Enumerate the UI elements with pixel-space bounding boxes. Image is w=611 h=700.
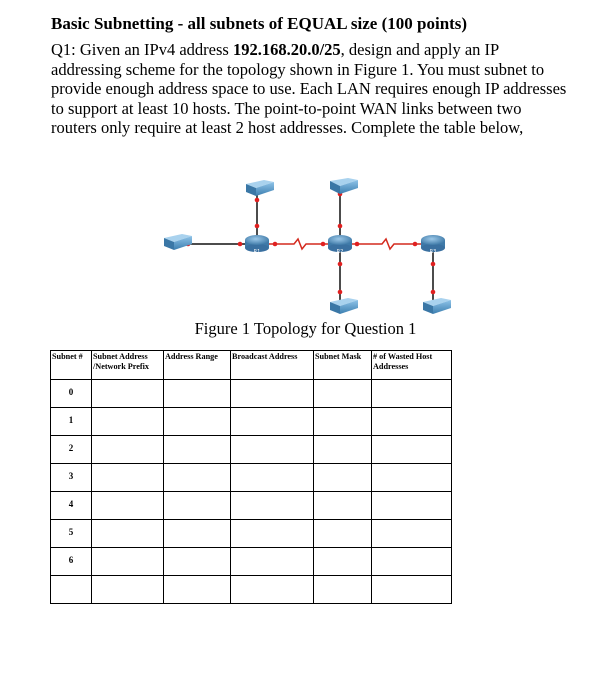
header-wasted-hosts: # of Wasted Host Addresses	[372, 351, 452, 380]
table-cell[interactable]	[231, 464, 314, 492]
table-cell[interactable]	[314, 436, 372, 464]
table-cell[interactable]	[231, 380, 314, 408]
switch-icon	[246, 180, 274, 196]
header-subnet-address: Subnet Address /Network Prefix	[92, 351, 164, 380]
table-cell[interactable]	[372, 464, 452, 492]
header-subnet-number: Subnet #	[51, 351, 92, 380]
table-row	[51, 464, 452, 492]
switch-icon	[423, 298, 451, 314]
table-cell[interactable]	[92, 436, 164, 464]
header-address-range: Address Range	[164, 351, 231, 380]
table-row	[51, 436, 452, 464]
table-cell[interactable]	[314, 520, 372, 548]
table-cell[interactable]	[372, 436, 452, 464]
subnet-number-cell: 0	[51, 380, 92, 408]
switch-icon	[330, 298, 358, 314]
table-cell[interactable]	[92, 380, 164, 408]
question-text-part2: , design and apply an IP addressing scheme for the topology shown in Figure 1. You must subnet to provide enough address space to use. Each LAN requires enough IP addresses to support at least 10 hosts. The point-to-point WAN links between two routers only require at least 2 host addresses. Complete the table below,	[51, 40, 567, 137]
table-cell[interactable]	[231, 548, 314, 576]
router-label-r2: R2	[336, 249, 344, 255]
table-cell[interactable]	[164, 492, 231, 520]
table-cell[interactable]	[92, 576, 164, 604]
subnet-number-cell: 2	[51, 436, 92, 464]
table-cell[interactable]	[231, 492, 314, 520]
table-cell[interactable]	[231, 576, 314, 604]
table-cell[interactable]	[164, 464, 231, 492]
table-cell[interactable]	[372, 520, 452, 548]
table-cell[interactable]	[314, 548, 372, 576]
header-subnet-mask: Subnet Mask	[314, 351, 372, 380]
table-cell[interactable]	[164, 576, 231, 604]
table-row	[51, 548, 452, 576]
router-label-r3: R3	[429, 249, 437, 255]
subnet-number-cell: 1	[51, 408, 92, 436]
switch-icon	[164, 234, 192, 250]
topology-figure	[160, 178, 460, 318]
ip-address: 192.168.20.0/25	[232, 40, 341, 59]
table-cell[interactable]	[314, 408, 372, 436]
table-row	[51, 408, 452, 436]
table-cell[interactable]	[372, 380, 452, 408]
table-cell[interactable]	[231, 520, 314, 548]
table-cell[interactable]	[231, 436, 314, 464]
table-cell[interactable]	[372, 492, 452, 520]
subnet-number-cell: 5	[51, 520, 92, 548]
table-header-row	[51, 351, 452, 380]
subnet-number-cell: 6	[51, 548, 92, 576]
port-dots	[186, 192, 436, 295]
subnet-table	[50, 350, 452, 604]
table-cell[interactable]	[92, 464, 164, 492]
subnet-number-cell: 3	[51, 464, 92, 492]
table-cell[interactable]	[92, 408, 164, 436]
header-broadcast-address: Broadcast Address	[231, 351, 314, 380]
router-label-r1: R1	[253, 249, 261, 255]
table-row	[51, 520, 452, 548]
subnet-number-cell	[51, 576, 92, 604]
page-heading: Basic Subnetting - all subnets of EQUAL size (100 points)	[51, 14, 468, 33]
table-cell[interactable]	[231, 408, 314, 436]
figure-caption: Figure 1 Topology for Question 1	[194, 319, 417, 338]
table-cell[interactable]	[372, 548, 452, 576]
question-text	[51, 40, 571, 138]
table-cell[interactable]	[372, 408, 452, 436]
table-cell[interactable]	[164, 548, 231, 576]
table-cell[interactable]	[164, 520, 231, 548]
table-cell[interactable]	[164, 436, 231, 464]
table-cell[interactable]	[314, 492, 372, 520]
subnet-number-cell: 4	[51, 492, 92, 520]
table-cell[interactable]	[92, 492, 164, 520]
switch-icon	[330, 178, 358, 194]
table-cell[interactable]	[314, 380, 372, 408]
table-row	[51, 576, 452, 604]
question-text-part1: Q1: Given an IPv4 address	[51, 40, 233, 59]
table-cell[interactable]	[372, 576, 452, 604]
table-cell[interactable]	[92, 548, 164, 576]
table-cell[interactable]	[164, 408, 231, 436]
wan-link-r2-r3	[351, 239, 422, 249]
table-cell[interactable]	[314, 464, 372, 492]
table-cell[interactable]	[164, 380, 231, 408]
table-cell[interactable]	[92, 520, 164, 548]
table-cell[interactable]	[314, 576, 372, 604]
table-row	[51, 380, 452, 408]
table-row	[51, 492, 452, 520]
